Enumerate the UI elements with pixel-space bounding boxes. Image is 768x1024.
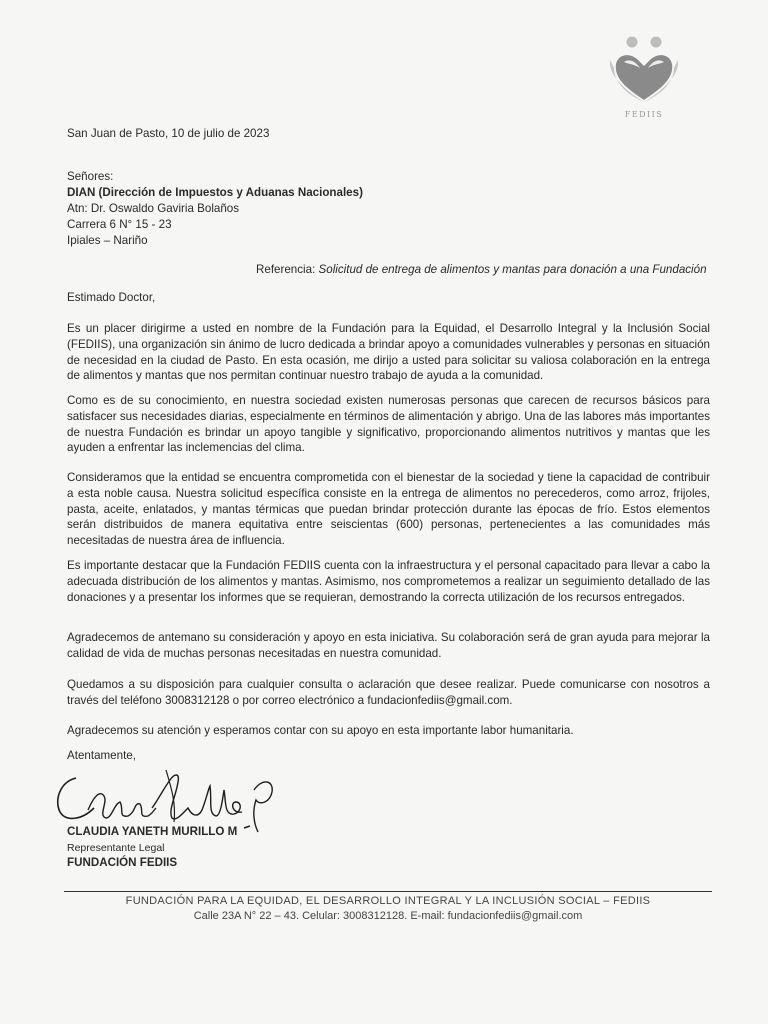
paragraph-capacity: Es importante destacar que la Fundación FEDIIS cuenta con la infraestructura y el personal capacitado para llevar a cabo la adecuada distribución de los alimentos y mantas. Asimismo, nos comprometemos a realizar un seguimiento detallado de las donaciones y a presentar los informes que se requieran, demostrando la correcta utilización de los recursos entregados. [67,559,710,604]
recipient-org: DIAN (Dirección de Impuestos y Aduanas Nacionales) [67,186,363,199]
heart-hands-icon [604,30,684,110]
logo-text: FEDIIS [624,110,664,119]
signer-role: Representante Legal [67,842,165,854]
reference-label: Referencia: [256,263,316,276]
closing: Atentamente, [67,749,136,762]
fediis-logo [604,30,684,122]
paragraph-closing: Agradecemos su atención y esperamos contar con su apoyo en esta importante labor humanitaria. [67,724,574,737]
footer-org-name: FUNDACIÓN PARA LA EQUIDAD, EL DESARROLLO INTEGRAL Y LA INCLUSIÓN SOCIAL – FEDIIS [125,895,651,907]
paragraph-thanks: Agradecemos de antemano su consideración y apoyo en esta iniciativa. Su colaboración será de gran ayuda para mejorar la calidad de vida de muchas personas necesitadas en nuestra comunidad. [67,631,710,660]
signer-name: CLAUDIA YANETH MURILLO M [67,825,238,838]
reference-line [256,262,707,278]
reference-text: Solicitud de entrega de alimentos y mantas para donación a una Fundación [318,263,707,276]
recipient-address: Carrera 6 N° 15 - 23 [67,218,172,231]
place-date: San Juan de Pasto, 10 de julio de 2023 [67,127,270,140]
footer-contact: Calle 23A N° 22 – 43. Celular: 3008312128. E-mail: fundacionfediis@gmail.com [193,910,583,922]
paragraph-request: Consideramos que la entidad se encuentra comprometida con el bienestar de la sociedad y tiene la capacidad de contribuir a esta noble causa. Nuestra solicitud específica consiste en la entrega de alimentos no perecederos, como arroz, frijoles, pasta, aceite, enlatados, y mantas térmicas que puedan brindar protección durante las épocas de frío. Estos elementos serán distribuidos de manera equitativa entre seiscientas (600) personas, pertenecientes a las comunidades más necesitadas de nuestra área de influencia. [67,471,710,548]
paragraph-intro: Es un placer dirigirme a usted en nombre de la Fundación para la Equidad, el Desarrollo Integral y la Inclusión Social (FEDIIS), una organización sin ánimo de lucro dedicada a brindar apoyo a comunidades vulnerables y personas en situación de necesidad en la ciudad de Pasto. En esta ocasión, me dirijo a usted para solicitar su valiosa colaboración en la entrega de alimentos y mantas que nos permitan continuar nuestro trabajo de ayuda a la comunidad. [67,322,710,383]
signer-org: FUNDACIÓN FEDIIS [67,856,178,869]
recipient-attn: Atn: Dr. Oswaldo Gaviria Bolaños [67,202,240,215]
footer-divider [64,891,712,892]
paragraph-context: Como es de su conocimiento, en nuestra sociedad existen numerosas personas que carecen de recursos básicos para satisfacer sus necesidades diarias, especialmente en términos de alimentación y abrigo. Una de las labores más importantes de nuestra Fundación es brindar un apoyo tangible y significativo, proporcionando alimentos nutritivos y mantas que les ayuden a enfrentar las inclemencias del clima. [67,394,710,455]
greeting: Estimado Doctor, [67,291,156,304]
salutation-to: Señores: [67,170,114,183]
recipient-city: Ipiales – Nariño [67,234,148,247]
paragraph-contact: Quedamos a su disposición para cualquier consulta o aclaración que desee realizar. Puede comunicarse con nosotros a través del teléfono 3008312128 o por correo electrónico a fundacionfediis@gmail.com. [67,678,710,707]
